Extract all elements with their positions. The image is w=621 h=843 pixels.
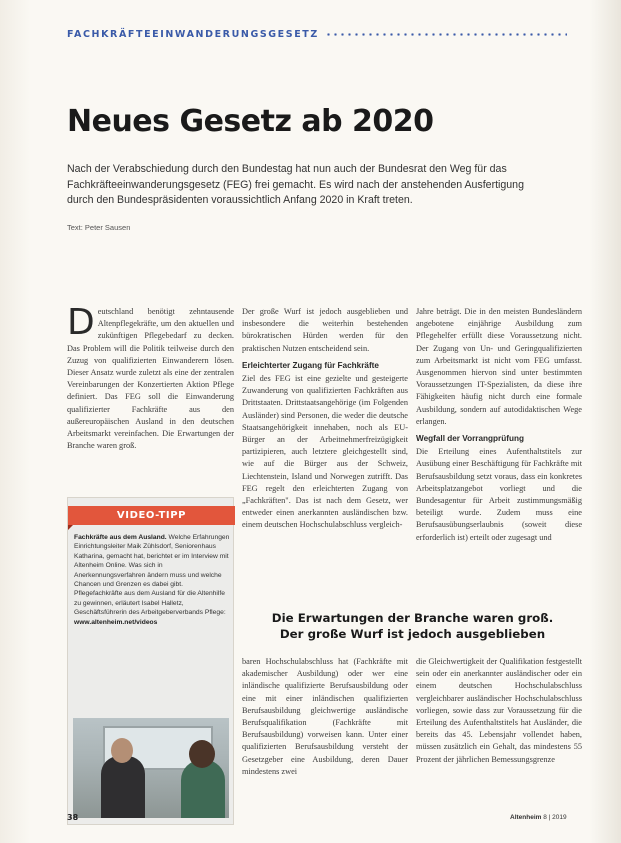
video-tip-banner <box>68 506 235 525</box>
column-2-paragraph-2: Ziel des FEG ist eine gezielte und gesteigerte Zuwanderung von qualifizierten Fachkräften aus Drittstaaten. Drittstaatsangehörige (im Folgenden Ausländer) sind Personen, die weder die deutsche Staatsangehörigkeit innehaben, noch als EU-Bürger an der Arbeitnehmerfreizügigkeit partizipieren, auch letztere gleichgestellt sind, wie auf die Bürger aus der Schweiz, Liechtenstein, Island und Norwegen zutrifft. Das FEG regelt den erleichterten Zugang von „Fachkräften". Das ist nach dem Gesetz, wer entweder einen anerkannten ausländischen bzw. einem deutschen Hochschulabschluss vergleich- <box>242 374 408 530</box>
column-3 <box>416 306 582 602</box>
kicker-text: FACHKRÄFTEEINWANDERUNGSGESETZ <box>67 28 319 40</box>
column-5 <box>416 656 582 824</box>
photo-person-man-head <box>111 738 133 763</box>
photo-person-man <box>101 756 145 818</box>
video-tip-text <box>74 533 232 627</box>
video-tip-title: VIDEO-TIPP <box>116 510 187 521</box>
video-tip-lead: Fachkräfte aus dem Ausland. <box>74 534 167 541</box>
page-number: 38 <box>67 813 79 822</box>
column-2 <box>242 306 408 602</box>
subheading-fachkraefte: Erleichterter Zugang für Fachkräfte <box>242 360 379 370</box>
issue-number: 8 | 2019 <box>543 814 567 821</box>
byline: Text: Peter Sausen <box>67 223 131 232</box>
drop-cap: D <box>67 306 95 343</box>
kicker-dotted-rule <box>325 33 567 36</box>
column-4 <box>242 656 408 824</box>
photo-person-woman-head <box>189 740 215 768</box>
article-headline: Neues Gesetz ab 2020 <box>67 104 434 139</box>
section-kicker <box>67 27 567 41</box>
column-3-paragraph-1: Jahre beträgt. Die in den meisten Bundesländern angebotene einjährige Ausbildung zum Pflegehelfer erfüllt diese Voraussetzung nicht. Der Zugang von Un- und Geringqualifizierten zum Arbeitsmarkt ist nicht vom FEG umfasst. Ausgenommen hiervon sind unter bestimmten Voraussetzungen IT-Spezialisten, da diese ihre Fähigkeiten häufig nicht durch eine formale Ausbildung, sondern auf autodidaktischen Wege erlangen. <box>416 307 582 426</box>
magazine-name: Altenheim <box>510 814 542 821</box>
pull-quote-line-2: Der große Wurf ist jedoch ausgeblieben <box>279 627 546 641</box>
column-5-paragraph-1: die Gleichwertigkeit der Qualifikation festgestellt sein oder ein anerkannter ausländischer oder ein einem deutschen Hochschulabschluss vergleichbarer ausländischer Hochschulabschluss vorliegen, sowie dass zur Voraussetzung für die Erteilung des Aufenthaltstitels hat Ausländer, die bereits das 45. Lebensjahr vollendet haben, müssen zusätzlich ein Gehalt, das mindestens 55 Prozent der jährlichen Bemessungsgrenze <box>416 657 582 764</box>
pull-quote <box>245 610 580 642</box>
magazine-folio <box>510 814 567 821</box>
column-1 <box>67 306 234 486</box>
column-2-paragraph-1: Der große Wurf ist jedoch ausgeblieben und insbesondere die weiterhin bestehenden bürokratischen Hürden werden für den praktischen Nutzen entscheidend sein. <box>242 307 408 353</box>
video-tip-body: Welche Erfahrungen Einrichtungsleiter Maik Zühlsdorf, Seniorenhaus Katharina, gemacht hat, berichtet er im Interview mit Altenheim Online. Was sich in Anerkennungsverfahren ändern muss und welche Chancen und Grenzen es dabei gibt. Pflegefachkräfte aus dem Ausland für die Altenhilfe zu gewinnen, erläutert Isabel Halletz, Geschäftsführerin des Arbeitgeberverbands Pflege: <box>74 534 230 617</box>
article-lead: Nach der Verabschiedung durch den Bundestag hat nun auch der Bundesrat den Weg für das Fachkräfteeinwanderungsgesetz (FEG) frei gemacht. Es wird nach der anstehenden Ausfertigung durch den Bundespräsidenten voraussichtlich Anfang 2020 in Kraft treten. <box>67 163 524 206</box>
column-4-paragraph-1: baren Hochschulabschluss hat (Fachkräfte mit akademischer Ausbildung) oder wer eine inländische qualifizierte Berufsausbildung oder eine mit einer inländischen qualifizierten Berufsausbildung gleichwertige ausländische Berufsqualifikation (Fachkräfte mit Berufsausbildung) vorweisen kann. Unter einer qualifizierten Berufsausbildung versteht der Gesetzgeber eine Ausbildung, deren Dauer mindestens zwei <box>242 657 408 776</box>
column-3-paragraph-2: Die Erteilung eines Aufenthaltstitels zur Ausübung einer Beschäftigung für Fachkräfte mit Berufsausbildung setzt voraus, dass ein konkretes Arbeitsplatzangebot vorliegt und die Bundesagentur für Arbeit zustimmungsmäßig beteiligt wurde. Zudem muss eine Berufsausübungserlaubnis (soweit diese erforderlich ist) erteilt oder zugesagt und <box>416 447 582 542</box>
video-tip-link[interactable]: www.altenheim.net/videos <box>74 618 158 626</box>
pull-quote-line-1: Die Erwartungen der Branche waren groß. <box>271 611 554 625</box>
subheading-vorrangpruefung: Wegfall der Vorrangprüfung <box>416 434 524 444</box>
photo-person-woman <box>181 760 225 818</box>
video-interview-photo <box>73 718 229 818</box>
video-tip-box <box>67 497 234 825</box>
column-1-body: eutschland benötigt zehntausende Altenpflegekräfte, um den aktuellen und zukünftigen Pflegebedarf zu decken. Das Problem will die Politik teilweise durch den Zuzug von qualifizierten Einwanderern lösen. Dieser Ansatz wurde zuletzt als eine der zentralen Vereinbarungen der Konzertierten Aktion Pflege definiert. Das FEG soll die Einwanderung qualifizierter Fachkräfte aus den außereuropäischen Ausland in den deutschen Arbeitsmarkt vereinfachen. Die Erwartungen der Branche waren groß. <box>67 307 234 451</box>
